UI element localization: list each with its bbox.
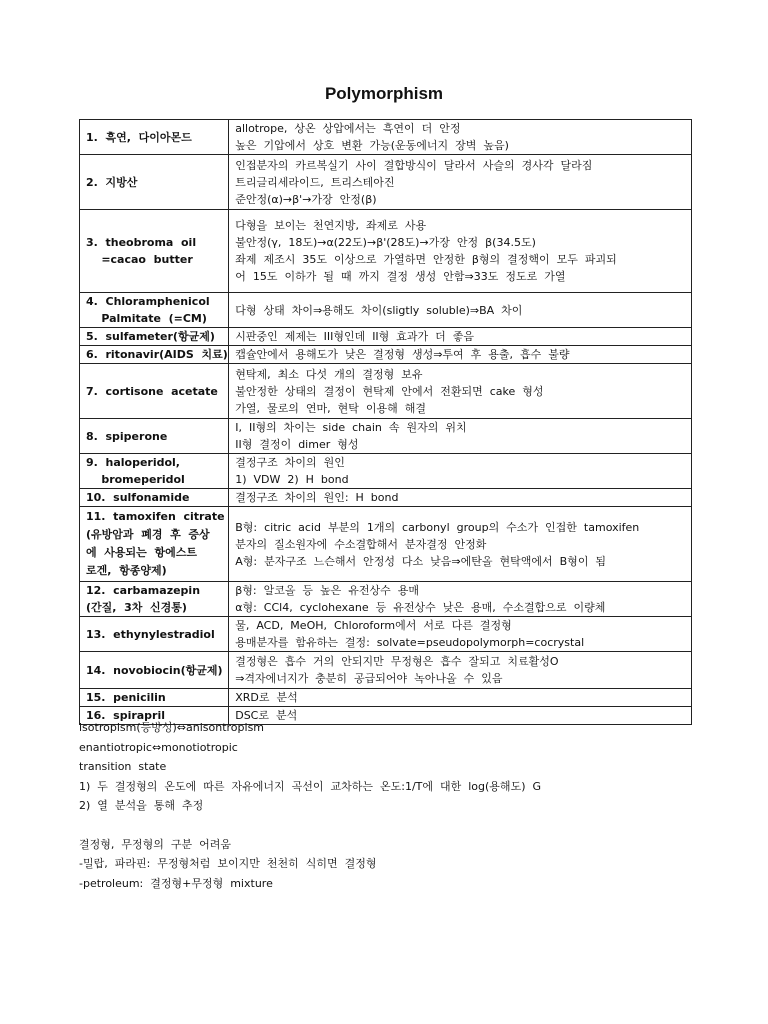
table-row (80, 120, 692, 155)
compound-name-cell (80, 346, 229, 364)
table-row (80, 652, 692, 689)
description-cell (229, 582, 692, 617)
compound-name-line: 7. cortisone acetate (86, 384, 218, 398)
description-cell (229, 689, 692, 707)
compound-name-line: 12. carbamazepin (86, 584, 201, 597)
description-line: 현탁제, 최소 다섯 개의 결정형 보유 (235, 367, 423, 381)
description-line: 불안정(γ, 18도)→α(22도)→β'(28도)→가장 안정 β(34.5도) (235, 236, 536, 249)
description-cell (229, 155, 692, 210)
description-line: 가열, 물로의 연마, 현탁 이용해 해결 (235, 401, 426, 415)
note-line: enantiotropic⇔monotiotropic (79, 740, 238, 754)
note-line: -petroleum: 결정형+무정형 mixture (79, 876, 273, 890)
compound-name-cell (80, 364, 229, 419)
table-row (80, 689, 692, 707)
description-line: 다형을 보이는 천연지방, 좌제로 사용 (235, 219, 427, 232)
description-line: 결정형은 흡수 거의 안되지만 무정형은 흡수 잘되고 치료활성O (235, 655, 559, 668)
description-line: 어 15도 이하가 될 때 까지 결정 생성 안함⇒33도 정도로 가열 (235, 270, 566, 283)
compound-name-line: =cacao butter (86, 253, 193, 266)
description-line: 준안정(α)→β'→가장 안정(β) (235, 192, 377, 206)
compound-name-line: 3. theobroma oil (86, 236, 197, 249)
description-cell (229, 454, 692, 489)
note-line: 결정형, 무정형의 구분 어려움 (79, 837, 231, 851)
description-line: α형: CCl4, cyclohexane 등 유전상수 낮은 용매, 수소결합으로 이량체 (235, 601, 606, 614)
compound-name-cell (80, 689, 229, 707)
description-cell (229, 652, 692, 689)
table-row (80, 364, 692, 419)
note-line: transition state (79, 760, 167, 773)
compound-name-cell (80, 454, 229, 489)
description-line: 높은 기압에서 상호 변환 가능(운동에너지 장벽 높음) (235, 139, 509, 152)
compound-name-line: 9. haloperidol, (86, 456, 180, 469)
description-line: ⇒격자에너지가 충분히 공급되어야 녹아나올 수 있음 (235, 672, 503, 685)
description-line: 분자의 질소원자에 수소결합해서 분자결정 안정화 (235, 537, 487, 551)
description-line: 캡슐안에서 용해도가 낮은 결정형 생성⇒투여 후 용출, 흡수 불량 (235, 348, 570, 361)
compound-name-cell (80, 582, 229, 617)
description-line: 인접분자의 카르복실기 사이 결합방식이 달라서 사슬의 경사각 달라짐 (235, 158, 593, 172)
description-line: 물, ACD, MeOH, Chloroform에서 서로 다른 결정형 (235, 619, 512, 632)
description-line: 1) VDW 2) H bond (235, 473, 349, 486)
compound-name-cell (80, 210, 229, 293)
page-title: Polymorphism (324, 84, 444, 103)
description-cell (229, 210, 692, 293)
description-line: 트리글리세라이드, 트리스테아진 (235, 175, 395, 189)
description-cell (229, 364, 692, 419)
notes-block-transition (79, 718, 541, 816)
description-cell (229, 507, 692, 582)
table-row (80, 293, 692, 328)
compound-name-cell (80, 155, 229, 210)
table-row (80, 617, 692, 652)
description-line: A형: 분자구조 느슨해서 안정성 다소 낮음⇒에탄올 현탁액에서 B형이 됨 (235, 554, 607, 568)
compound-name-cell (80, 617, 229, 652)
description-line: DSC로 분석 (235, 709, 298, 722)
note-line: 2) 열 분석을 통해 추정 (79, 799, 204, 812)
description-line: 불안정한 상태의 결정이 현탁제 안에서 전환되면 cake 형성 (235, 384, 544, 398)
description-line: I, II형의 차이는 side chain 속 원자의 위치 (235, 421, 467, 434)
compound-name-line: 5. sulfameter(항균제) (86, 330, 215, 343)
compound-name-line: 13. ethynylestradiol (86, 627, 215, 641)
description-line: 결정구조 차이의 원인 (235, 456, 345, 469)
description-line: 시판중인 제제는 III형인데 II형 효과가 더 좋음 (235, 330, 475, 343)
description-cell (229, 419, 692, 454)
description-cell (229, 293, 692, 328)
description-line: 결정구조 차이의 원인: H bond (235, 491, 399, 504)
note-line: isotropism(등방성)⇔anisontropism (79, 721, 265, 734)
compound-name-line: 4. Chloramphenicol (86, 295, 210, 308)
compound-name-line: (유방암과 폐경 후 증상 (86, 528, 210, 541)
description-line: B형: citric acid 부분의 1개의 carbonyl group의 수소가 인접한 tamoxifen (235, 520, 640, 534)
notes-block-amorphous (79, 835, 541, 894)
note-line: 1) 두 결정형의 온도에 따른 자유에너지 곡선이 교차하는 온도:1/T에 대한 log(용해도) G (79, 779, 541, 793)
compound-name-cell (80, 507, 229, 582)
table-row (80, 489, 692, 507)
compound-name-line: 에 사용되는 항에스트 (86, 546, 197, 559)
description-line: allotrope, 상온 상압에서는 흑연이 더 안정 (235, 122, 461, 135)
compound-name-cell (80, 489, 229, 507)
compound-name-line: 14. novobiocin(항균제) (86, 663, 223, 677)
description-line: 다형 상태 차이⇒용해도 차이(sligtly soluble)⇒BA 차이 (235, 303, 523, 317)
compound-name-line: 10. sulfonamide (86, 491, 190, 504)
compound-name-line: Palmitate (=CM) (86, 312, 207, 325)
table-row (80, 582, 692, 617)
description-line: 좌제 제조시 35도 이상으로 가열하면 안정한 β형의 결정핵이 모두 파괴되 (235, 253, 617, 266)
table-row (80, 507, 692, 582)
compound-name-cell (80, 120, 229, 155)
table-row (80, 328, 692, 346)
description-line: 용매분자를 함유하는 결정: solvate=pseudopolymorph=cocrystal (235, 636, 585, 649)
compound-name-line: 11. tamoxifen citrate (86, 510, 225, 523)
compound-name-line: 로겐, 항종양제) (86, 564, 167, 577)
note-line: -밀랍, 파라핀: 무정형처럼 보이지만 천천히 식히면 결정형 (79, 857, 377, 870)
compound-name-line: 2. 지방산 (86, 175, 138, 189)
table-row (80, 155, 692, 210)
table-row (80, 346, 692, 364)
compound-name-line: 15. penicilin (86, 691, 166, 704)
description-line: XRD로 분석 (235, 691, 298, 704)
compound-name-cell (80, 328, 229, 346)
compound-name-cell (80, 652, 229, 689)
compound-name-line: 8. spiperone (86, 429, 168, 443)
description-cell (229, 346, 692, 364)
description-cell (229, 617, 692, 652)
compound-name-line: 6. ritonavir(AIDS 치료) (86, 348, 228, 361)
description-line: II형 결정이 dimer 형성 (235, 438, 359, 451)
compound-name-line: bromeperidol (86, 473, 185, 486)
table-row (80, 454, 692, 489)
description-cell (229, 328, 692, 346)
compound-name-line: (간질, 3차 신경통) (86, 601, 187, 614)
polymorphism-table (79, 119, 692, 725)
compound-name-cell (80, 293, 229, 328)
compound-name-line: 1. 흑연, 다이아몬드 (86, 130, 192, 144)
notes-section (79, 718, 541, 893)
table-row (80, 419, 692, 454)
description-cell (229, 120, 692, 155)
description-cell (229, 489, 692, 507)
description-line: β형: 알코올 등 높은 유전상수 용매 (235, 584, 420, 597)
compound-name-cell (80, 419, 229, 454)
compound-name-line: 16. spirapril (86, 709, 166, 722)
table-row (80, 210, 692, 293)
